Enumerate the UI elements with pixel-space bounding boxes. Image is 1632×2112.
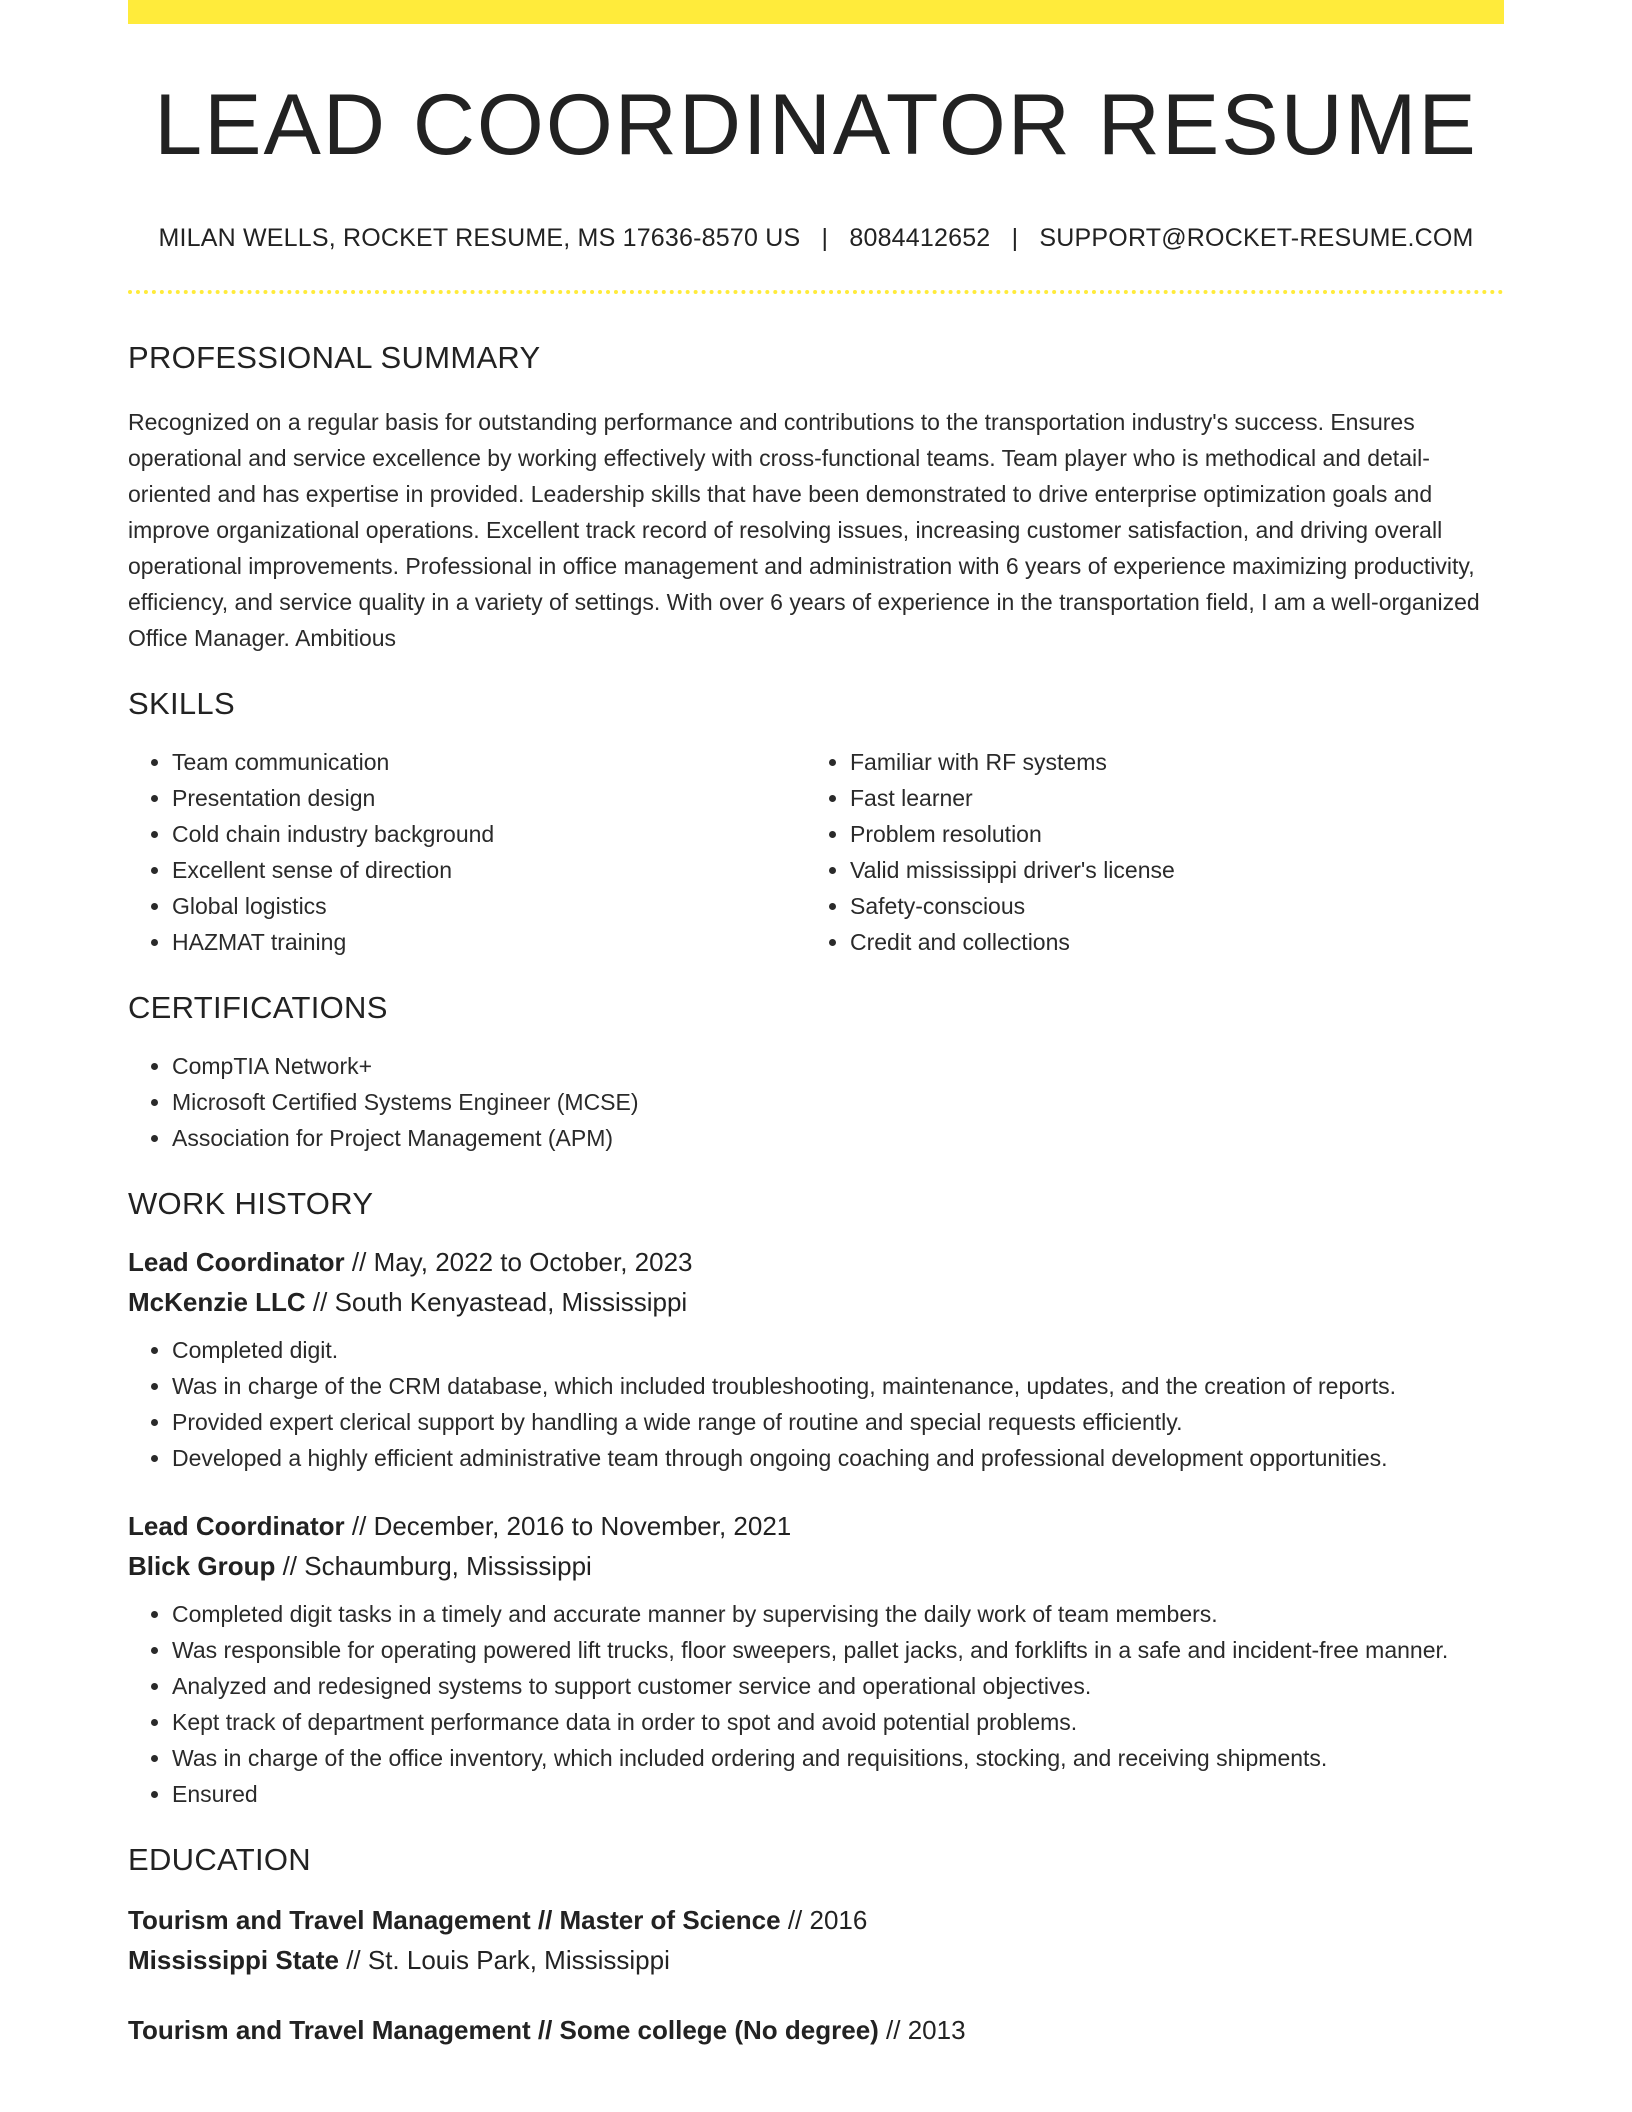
job-company-line [128,1282,1504,1322]
job-bullet: • Was responsible for operating powered lift trucks, floor sweepers, pallet jacks, and forklifts in a safe and incident-free manner. [172,1632,1504,1668]
education-entry [128,1900,1504,1980]
summary-text: Recognized on a regular basis for outstanding performance and contributions to the transportation industry's success. Ensures operational and service excellence by working effectively with cross-functional teams. Team player who is methodical and detail-oriented and has expertise in provided. Leadership skills that have been demonstrated to drive enterprise optimization goals and improve organizational operations. Excellent track record of resolving issues, increasing customer satisfaction, and driving overall operational improvements. Professional in office management and administration with 6 years of experience maximizing productivity, efficiency, and service quality in a variety of settings. With over 6 years of experience in the transportation field, I am a well-organized Office Manager. Ambitious [128,409,1480,651]
job-bullet: • Developed a highly efficient administrative team through ongoing coaching and professional development opportunities. [172,1440,1504,1476]
skill-item: • Safety-conscious [850,888,1484,924]
education-heading: EDUCATION [128,1842,311,1877]
contact-email: SUPPORT@ROCKET-RESUME.COM [1039,224,1474,252]
education-degree: Tourism and Travel Management // Master of Science [128,1905,781,1935]
job-title-line [128,1506,1504,1546]
skills-column-left [128,744,806,960]
skill-item: • Global logistics [172,888,806,924]
job-bullet: • Analyzed and redesigned systems to support customer service and operational objectives. [172,1668,1504,1704]
contact-separator: | [1011,224,1019,252]
job-location: // Schaumburg, Mississippi [275,1551,592,1581]
skill-item: • HAZMAT training [172,924,806,960]
skills-section [128,686,1504,960]
job-bullet: • Ensured [172,1776,1504,1812]
job-title: Lead Coordinator [128,1247,345,1277]
job-bullet: • Was in charge of the office inventory, which included ordering and requisitions, stocking, and receiving shipments. [172,1740,1504,1776]
education-section [128,1842,1504,2050]
skill-item: • Valid mississippi driver's license [850,852,1484,888]
skills-grid [128,744,1504,960]
contact-line [128,224,1504,253]
education-school-line [128,1940,1504,1980]
education-degree: Tourism and Travel Management // Some college (No degree) [128,2015,879,2045]
education-degree-line [128,1900,1504,1940]
skills-list-right [806,744,1484,960]
resume-page [128,0,1504,2050]
job-bullet: • Completed digit tasks in a timely and accurate manner by supervising the daily work of team members. [172,1596,1504,1632]
job-bullets [128,1596,1504,1812]
job-entry [128,1506,1504,1812]
resume-title: LEAD COORDINATOR RESUME [154,77,1478,173]
education-degree-line [128,2010,1504,2050]
job-bullet: • Was in charge of the CRM database, which included troubleshooting, maintenance, updates, and the creation of reports. [172,1368,1504,1404]
education-location: // St. Louis Park, Mississippi [338,1945,670,1975]
job-bullet: • Provided expert clerical support by handling a wide range of routine and special requests efficiently. [172,1404,1504,1440]
work-history-section [128,1186,1504,1812]
certifications-section [128,990,1504,1156]
job-bullet: • Kept track of department performance data in order to spot and avoid potential problems. [172,1704,1504,1740]
certification-item: • Microsoft Certified Systems Engineer (MCSE) [172,1084,1504,1120]
skill-item: • Excellent sense of direction [172,852,806,888]
job-location: // South Kenyastead, Mississippi [305,1287,688,1317]
job-title: Lead Coordinator [128,1511,345,1541]
skill-item: • Fast learner [850,780,1484,816]
job-bullet: • Completed digit. [172,1332,1504,1368]
job-dates: // May, 2022 to October, 2023 [344,1247,693,1277]
skill-item: • Familiar with RF systems [850,744,1484,780]
job-company: Blick Group [128,1551,276,1581]
job-company-line [128,1546,1504,1586]
education-year: // 2016 [780,1905,868,1935]
summary-heading: PROFESSIONAL SUMMARY [128,340,541,375]
certification-item: • CompTIA Network+ [172,1048,1504,1084]
header-divider [128,290,1504,294]
skill-item: • Presentation design [172,780,806,816]
certifications-heading: CERTIFICATIONS [128,990,388,1025]
job-company: McKenzie LLC [128,1287,306,1317]
skill-item: • Cold chain industry background [172,816,806,852]
job-title-line [128,1242,1504,1282]
certifications-list [128,1048,1504,1156]
contact-separator: | [821,224,829,252]
skill-item: • Team communication [172,744,806,780]
top-accent-bar [128,0,1504,24]
job-bullets [128,1332,1504,1476]
education-year: // 2013 [878,2015,966,2045]
summary-section [128,340,1504,656]
certification-item: • Association for Project Management (APM) [172,1120,1504,1156]
skills-heading: SKILLS [128,686,235,721]
education-entry [128,2010,1504,2050]
skills-list-left [128,744,806,960]
skill-item: • Problem resolution [850,816,1484,852]
education-school: Mississippi State [128,1945,339,1975]
job-dates: // December, 2016 to November, 2021 [344,1511,792,1541]
skill-item: • Credit and collections [850,924,1484,960]
skills-column-right [806,744,1484,960]
job-entry [128,1242,1504,1476]
work-history-heading: WORK HISTORY [128,1186,374,1221]
contact-address: MILAN WELLS, ROCKET RESUME, MS 17636-8570 US [158,224,801,252]
contact-phone: 8084412652 [849,224,991,252]
